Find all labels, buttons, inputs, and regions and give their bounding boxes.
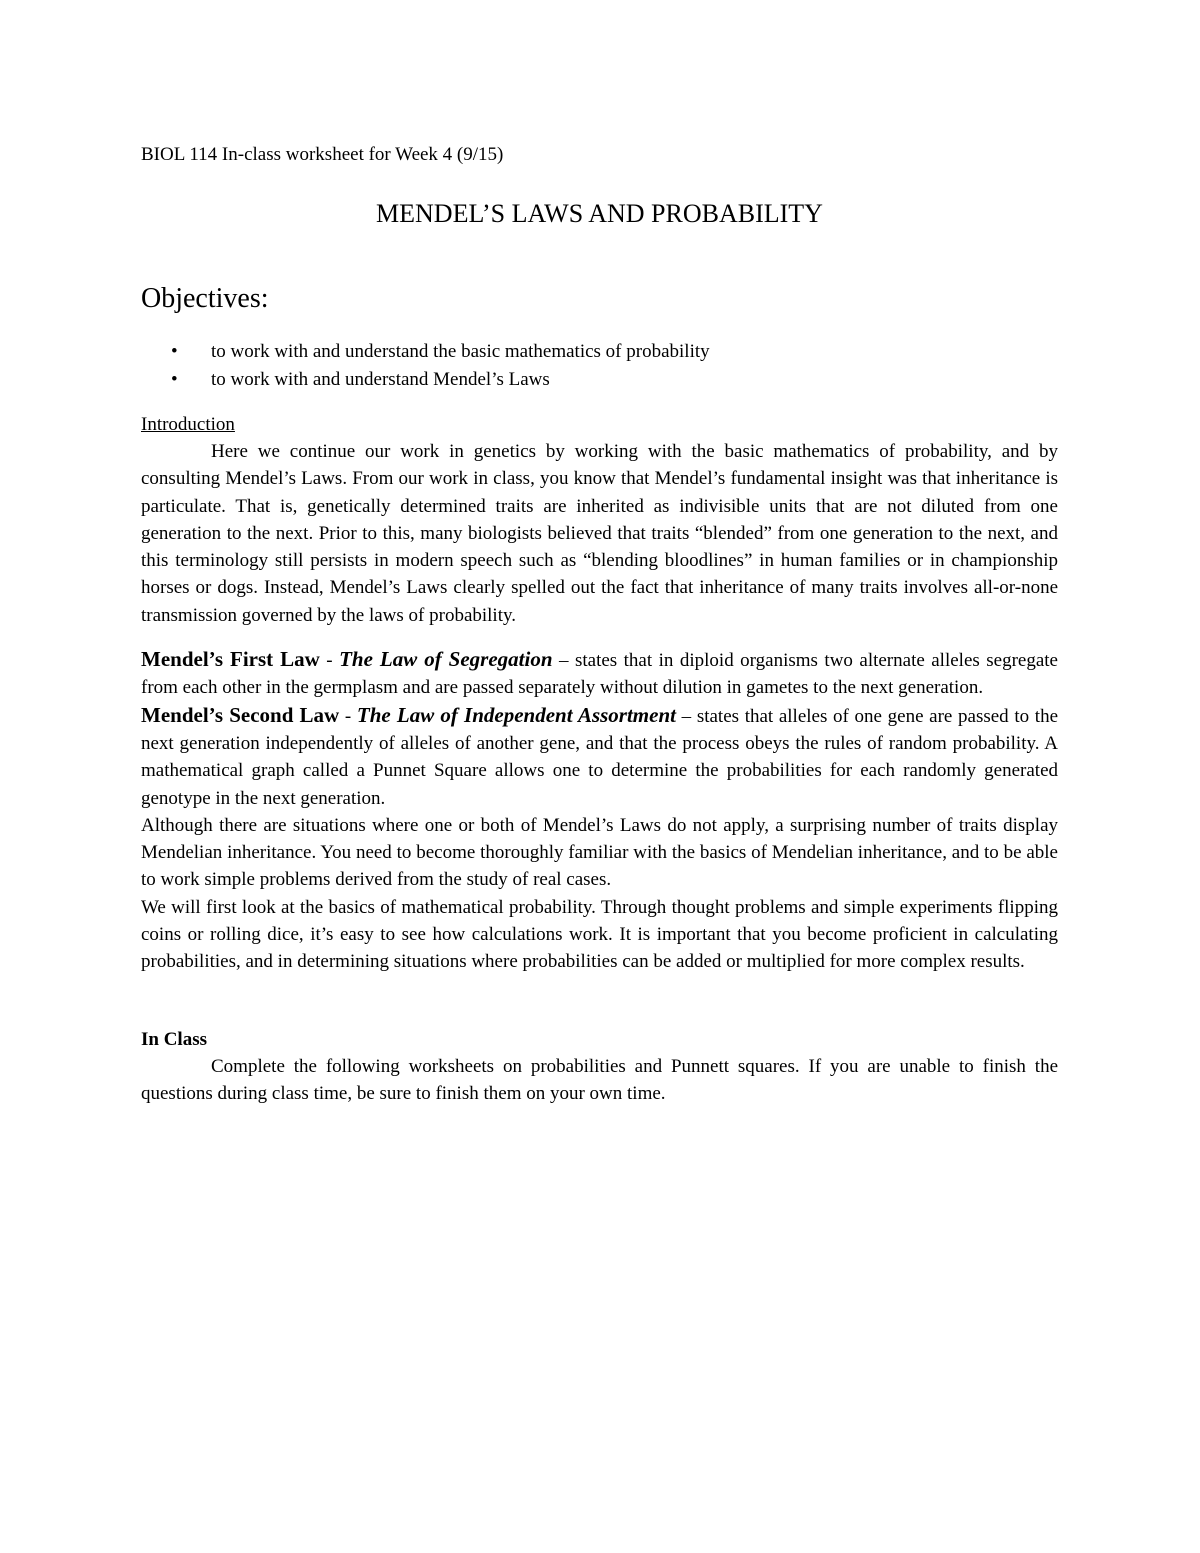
introduction-paragraph: Here we continue our work in genetics by working with the basic mathematics of probability, and by consulting Mendel’s Laws. From our work in class, you know that Mendel’s fundamental insight was that inheritance is particulate. That is, genetically determined traits are inherited as indivisible units that are not diluted from one generation to the next. Prior to this, many biologists believed that traits “blended” from one generation to the next, and this terminology still persists in modern speech such as “blending bloodlines” in human families or in championship horses or dogs. Instead, Mendel’s Laws clearly spelled out the fact that inheritance of many traits involves all-or-none transmission governed by the laws of probability. xyxy=(141,441,1058,626)
in-class-paragraph: Complete the following worksheets on probabilities and Punnett squares. If you are unable to finish the questions during class time, be sure to finish them on your own time. xyxy=(141,1055,1058,1104)
objectives-heading: Objectives: xyxy=(141,283,269,314)
list-item xyxy=(141,338,1058,366)
second-law-name: Mendel’s Second Law xyxy=(141,702,340,727)
introduction-heading: Introduction xyxy=(141,414,235,435)
page-title: MENDEL’S LAWS AND PROBABILITY xyxy=(376,199,823,228)
although-paragraph: Although there are situations where one or both of Mendel’s Laws do not apply, a surprising number of traits display Mendelian inheritance. You need to become thoroughly familiar with the basics of Mendelian inheritance, and to be able to work simple problems derived from the study of real cases. xyxy=(141,814,1058,891)
worksheet-page xyxy=(141,141,1058,1107)
objective-text: to work with and understand the basic mathematics of probability xyxy=(211,341,710,362)
second-law-paragraph xyxy=(141,702,1058,812)
bullet-icon: • xyxy=(171,341,178,362)
objective-text: to work with and understand Mendel’s Laws xyxy=(211,369,550,390)
second-law-separator: - xyxy=(339,705,357,727)
bullet-icon: • xyxy=(171,369,178,390)
objectives-list xyxy=(141,338,1058,394)
course-line: BIOL 114 In-class worksheet for Week 4 (9/15) xyxy=(141,144,504,165)
first-law-title: The Law of Segregation xyxy=(339,647,553,672)
in-class-heading: In Class xyxy=(141,1028,207,1050)
we-will-paragraph: We will first look at the basics of mathematical probability. Through thought problems and simple experiments flipping coins or rolling dice, it’s easy to see how calculations work. It is important that you become proficient in calculating probabilities, and in determining situations where probabilities can be added or multiplied for more complex results. xyxy=(141,896,1058,973)
first-law-paragraph xyxy=(141,646,1058,702)
first-law-text: – states that in diploid organisms two alternate alleles segregate from each other in the germplasm and are passed separately without dilution in gametes to the next generation. xyxy=(141,650,1058,699)
second-law-text: – states that alleles of one gene are passed to the next generation independently of alleles of another gene, and that the process obeys the rules of random probability. A mathematical graph called a Punnet Square allows one to determine the probabilities for each randomly generated genotype in the next generation. xyxy=(141,705,1058,809)
first-law-name: Mendel’s First Law xyxy=(141,647,320,672)
list-item xyxy=(141,366,1058,394)
second-law-title: The Law of Independent Assortment xyxy=(356,702,676,727)
first-law-separator: - xyxy=(319,650,340,672)
